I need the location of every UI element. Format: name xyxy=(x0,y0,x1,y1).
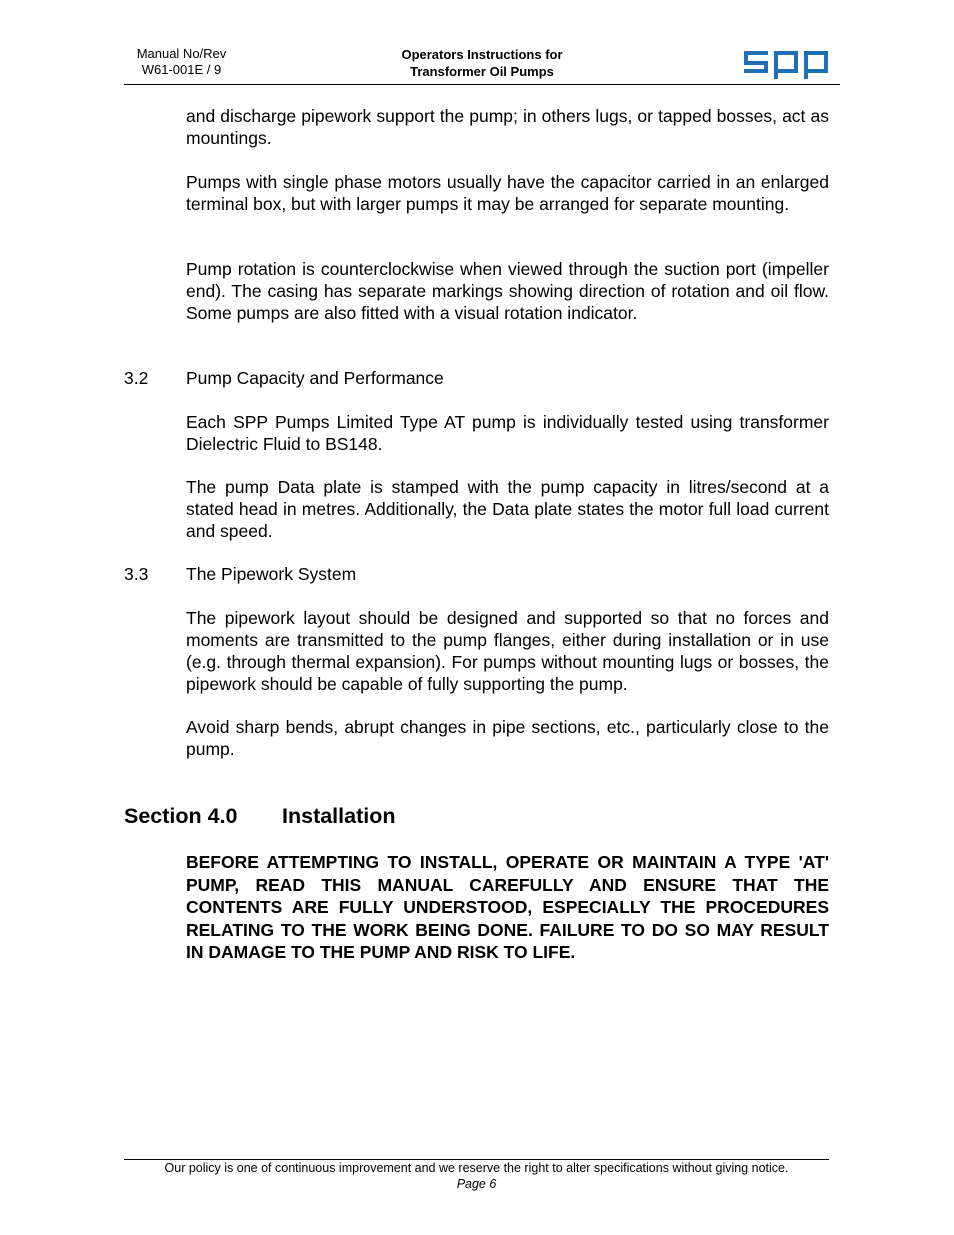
paragraph-testing: Each SPP Pumps Limited Type AT pump is individually tested using transformer Dielectric Fluid to BS148. xyxy=(186,412,829,454)
subsection-number-3-2: 3.2 xyxy=(124,368,149,388)
section-number: Section 4.0 xyxy=(124,804,238,828)
section-title: Installation xyxy=(282,804,396,828)
paragraph-capacitor: Pumps with single phase motors usually have the capacitor carried in an enlarged terminal box, but with larger pumps it may be arranged for separate mounting. xyxy=(186,172,829,214)
page-number: Page 6 xyxy=(456,1177,497,1191)
document-title-line1: Operators Instructions for xyxy=(401,47,563,62)
subsection-title-3-2: Pump Capacity and Performance xyxy=(186,368,444,388)
subsection-number-3-3: 3.3 xyxy=(124,564,149,584)
document-title-line2: Transformer Oil Pumps xyxy=(410,64,554,79)
header-rule xyxy=(124,84,840,85)
manual-label: Manual No/Rev xyxy=(136,46,227,61)
manual-info xyxy=(124,46,239,78)
paragraph-pipework-layout: The pipework layout should be designed and supported so that no forces and moments are transmitted to the pump flanges, either during installation or in use (e.g. through thermal expansion). For pumps without mounting lugs or bosses, the pipework should be capable of fully supporting the pump. xyxy=(186,608,829,694)
safety-warning: BEFORE ATTEMPTING TO INSTALL, OPERATE OR MAINTAIN A TYPE 'AT' PUMP, READ THIS MANUAL CAREFULLY AND ENSURE THAT THE CONTENTS ARE FULLY UNDERSTOOD, ESPECIALLY THE PROCEDURES RELATING TO THE WORK BEING DONE. FAILURE TO DO SO MAY RESULT IN DAMAGE TO THE PUMP AND RISK TO LIFE. xyxy=(186,852,829,962)
document-title xyxy=(352,46,612,80)
spp-logo xyxy=(744,47,828,79)
paragraph-data-plate: The pump Data plate is stamped with the pump capacity in litres/second at a stated head in metres. Additionally, the Data plate states the motor full load current and speed. xyxy=(186,477,829,541)
paragraph-mountings: and discharge pipework support the pump; in others lugs, or tapped bosses, act as mountings. xyxy=(186,106,829,148)
subsection-title-3-3: The Pipework System xyxy=(186,564,357,584)
footer-policy: Our policy is one of continuous improvement and we reserve the right to alter specifications without giving notice. xyxy=(164,1161,789,1175)
paragraph-rotation: Pump rotation is counterclockwise when viewed through the suction port (impeller end). The casing has separate markings showing direction of rotation and oil flow. Some pumps are also fitted with a visual rotation indicator. xyxy=(186,259,829,323)
paragraph-sharp-bends: Avoid sharp bends, abrupt changes in pipe sections, etc., particularly close to the pump. xyxy=(186,717,829,759)
manual-number: W61-001E / 9 xyxy=(141,62,222,77)
